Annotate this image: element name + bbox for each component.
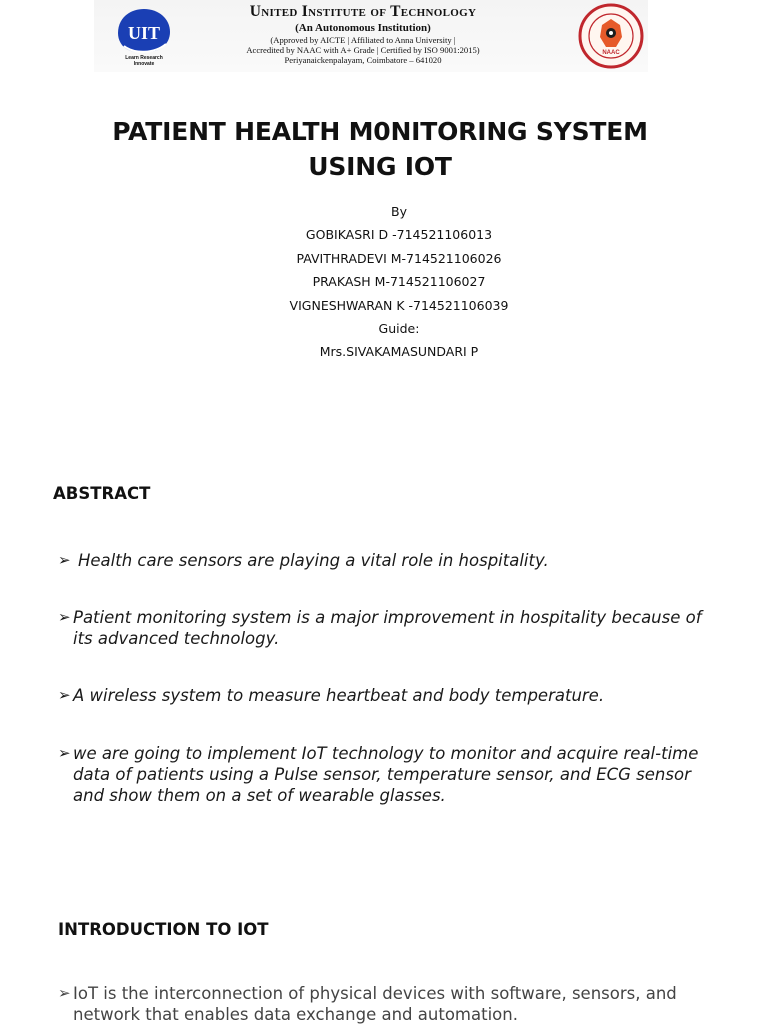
arrow-bullet-icon: ➢	[58, 686, 71, 704]
bullet-text: Patient monitoring system is a major improvement in hospitality because of its advanced technology.	[73, 608, 702, 648]
abstract-bullet	[58, 550, 718, 571]
arrow-bullet-icon: ➢	[58, 608, 71, 626]
author-name: VIGNESHWARAN K -714521106039	[289, 297, 509, 313]
arrow-bullet-icon: ➢	[58, 744, 71, 762]
institute-name: United Institute of Technology	[249, 3, 477, 20]
arrow-bullet-icon: ➢	[58, 551, 71, 569]
institute-info	[188, 2, 538, 65]
bullet-text: A wireless system to measure heartbeat and body temperature.	[73, 686, 605, 705]
abstract-bullet	[58, 685, 718, 706]
institute-address-line: Periyanaickenpalayam, Coimbatore – 641020	[284, 55, 442, 65]
by-label: By	[391, 204, 407, 219]
guide-name: Mrs.SIVAKAMASUNDARI P	[319, 344, 479, 360]
abstract-heading: ABSTRACT	[53, 484, 151, 503]
title-line-1: PATIENT HEALTH M0NITORING SYSTEM	[112, 117, 648, 146]
abstract-bullet	[58, 607, 718, 649]
guide-label: Guide:	[378, 321, 420, 337]
naac-seal-icon	[578, 3, 644, 69]
bullet-text: IoT is the interconnection of physical devices with software, sensors, and network that enables data exchange and automation.	[73, 984, 677, 1024]
abstract-bullet	[58, 743, 718, 806]
credits-block	[0, 200, 768, 364]
arrow-bullet-icon: ➢	[58, 984, 71, 1002]
logo-tagline-1: Learn Research	[125, 55, 163, 61]
introduction-heading: INTRODUCTION TO IOT	[58, 920, 269, 939]
institute-approval-line: (Approved by AICTE | Affiliated to Anna University |	[270, 35, 456, 45]
seal-text: NAAC	[602, 50, 620, 56]
bullet-text: we are going to implement IoT technology to monitor and acquire real-time data of patients using a Pulse sensor, temperature sensor, and ECG sensor and show them on a set of wearable glasses.	[73, 744, 699, 805]
author-name: PRAKASH M-714521106027	[312, 274, 486, 290]
logo-tagline-2: Innovate	[133, 61, 155, 66]
institute-accreditation-line: Accredited by NAAC with A+ Grade | Certified by ISO 9001:2015)	[246, 45, 480, 55]
institute-subtitle: (An Autonomous Institution)	[295, 22, 431, 34]
header-banner	[94, 0, 648, 72]
author-name: PAVITHRADEVI M-714521106026	[296, 250, 502, 266]
bullet-text: Health care sensors are playing a vital role in hospitality.	[78, 551, 549, 570]
uit-logo-icon	[114, 6, 174, 66]
logo-text: UIT	[127, 23, 161, 43]
author-name: GOBIKASRI D -714521106013	[305, 227, 493, 243]
title-line-2: USING IOT	[308, 152, 452, 181]
introduction-bullet	[58, 983, 723, 1025]
page-title	[0, 114, 760, 184]
